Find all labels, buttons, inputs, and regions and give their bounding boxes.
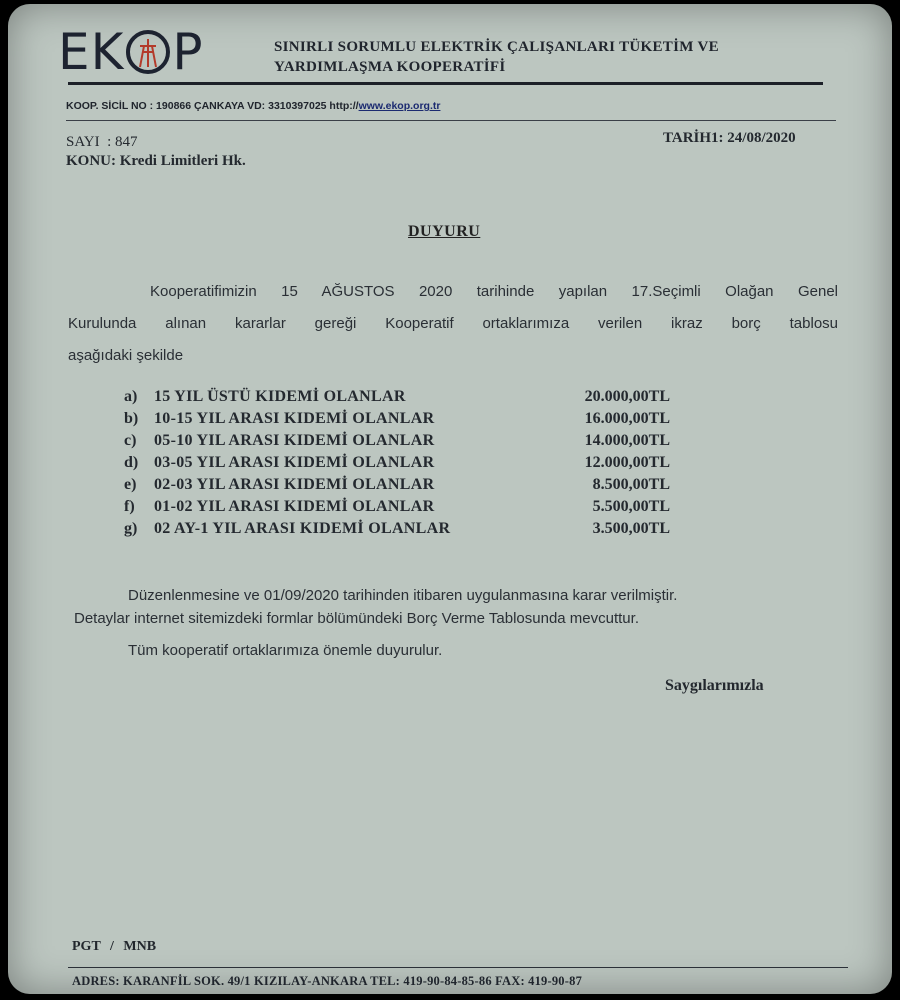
website-link[interactable]: www.ekop.org.tr — [358, 100, 441, 112]
item-amount: 16.000,00TL — [584, 410, 670, 427]
list-item — [124, 408, 684, 430]
item-label: 02 AY-1 YIL ARASI KIDEMİ OLANLAR — [154, 520, 451, 537]
item-letter: f) — [124, 498, 135, 515]
konu-value: Kredi Limitleri Hk. — [119, 153, 246, 169]
loan-limit-list — [124, 386, 684, 540]
item-letter: b) — [124, 410, 139, 427]
item-letter: a) — [124, 388, 138, 405]
ekop-logo — [58, 24, 204, 80]
item-amount: 3.500,00TL — [592, 520, 670, 537]
cooperative-name — [274, 37, 719, 77]
logo-text-left: EK — [58, 23, 125, 81]
footer-divider — [68, 967, 848, 968]
list-item — [124, 474, 684, 496]
intro-line2: Kurulunda alınan kararlar gereği Kooperatif ortaklarımıza verilen ikraz borç tablosu — [68, 315, 838, 332]
power-tower-icon — [126, 30, 170, 74]
item-letter: d) — [124, 454, 139, 471]
sayi-label: SAYI — [66, 134, 100, 150]
konu-label: KONU: — [66, 153, 116, 169]
item-label: 05-10 YIL ARASI KIDEMİ OLANLAR — [154, 432, 435, 449]
announce-line: Tüm kooperatif ortaklarımıza önemle duyurulur. — [128, 642, 443, 659]
list-item — [124, 386, 684, 408]
document-date: TARİH1: 24/08/2020 — [663, 130, 796, 146]
item-label: 10-15 YIL ARASI KIDEMİ OLANLAR — [154, 410, 435, 427]
decision-paragraph — [68, 584, 848, 630]
item-amount: 5.500,00TL — [592, 498, 670, 515]
document-page — [8, 4, 892, 994]
intro-line1: Kooperatifimizin 15 AĞUSTOS 2020 tarihinde yapılan 17.Seçimli Olağan Genel — [150, 283, 838, 300]
decision-line2: Detaylar internet sitemizdeki formlar bölümündeki Borç Verme Tablosunda mevcuttur. — [74, 610, 639, 627]
item-amount: 12.000,00TL — [584, 454, 670, 471]
item-letter: e) — [124, 476, 137, 493]
intro-paragraph — [68, 276, 838, 372]
item-letter: c) — [124, 432, 137, 449]
registry-text: KOOP. SİCİL NO : 190866 ÇANKAYA VD: 3310397025 http:// — [66, 100, 359, 112]
list-item — [124, 496, 684, 518]
decision-line1: Düzenlenmesine ve 01/09/2020 tarihinden itibaren uygulanmasına karar verilmiştir. — [128, 587, 678, 604]
item-label: 01-02 YIL ARASI KIDEMİ OLANLAR — [154, 498, 435, 515]
list-item — [124, 452, 684, 474]
coop-name-line1: SINIRLI SORUMLU ELEKTRİK ÇALIŞANLARI TÜKETİM VE — [274, 39, 719, 55]
item-amount: 20.000,00TL — [584, 388, 670, 405]
item-label: 15 YIL ÜSTÜ KIDEMİ OLANLAR — [154, 388, 406, 405]
item-letter: g) — [124, 520, 138, 537]
initials: PGT / MNB — [72, 939, 157, 954]
item-amount: 8.500,00TL — [592, 476, 670, 493]
registry-info — [66, 100, 440, 112]
header-divider — [68, 82, 823, 85]
announcement-heading: DUYURU — [408, 223, 481, 240]
list-item — [124, 430, 684, 452]
intro-line3: aşağıdaki şekilde — [68, 347, 184, 364]
logo-text-right: P — [172, 23, 204, 81]
document-meta — [66, 133, 246, 171]
item-label: 03-05 YIL ARASI KIDEMİ OLANLAR — [154, 454, 435, 471]
item-amount: 14.000,00TL — [584, 432, 670, 449]
registry-divider — [66, 120, 836, 121]
list-item — [124, 518, 684, 540]
sayi-value: : 847 — [107, 134, 138, 150]
item-label: 02-03 YIL ARASI KIDEMİ OLANLAR — [154, 476, 435, 493]
coop-name-line2: YARDIMLAŞMA KOOPERATİFİ — [274, 59, 506, 75]
closing-regards: Saygılarımızla — [665, 677, 764, 694]
footer-address: ADRES: KARANFİL SOK. 49/1 KIZILAY-ANKARA TEL: 419-90-84-85-86 FAX: 419-90-87 — [72, 974, 583, 988]
